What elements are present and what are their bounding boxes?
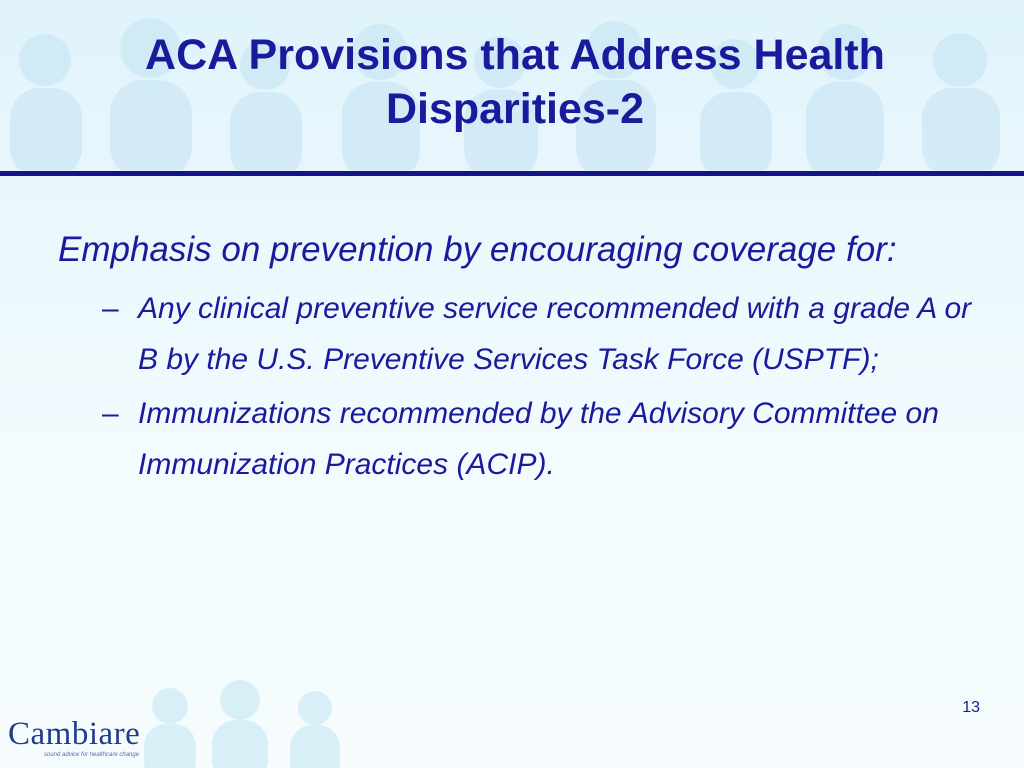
title-divider xyxy=(0,171,1024,176)
sub-bullet-text: Any clinical preventive service recommended with a grade A or B by the U.S. Preventive Services Task Force (USPTF); xyxy=(138,292,972,376)
cambiare-logo xyxy=(8,716,158,764)
slide-number: 13 xyxy=(962,699,980,716)
dash-marker: – xyxy=(102,292,119,325)
slide-title: ACA Provisions that Address Health Disparities-2 xyxy=(145,31,885,133)
logo-wordmark: Cambiare xyxy=(8,716,141,752)
slide-body xyxy=(58,222,978,493)
crowd-silhouette-footer xyxy=(130,680,390,768)
logo-tagline: sound advice for healthcare change xyxy=(44,752,140,758)
bullet-level-1: Emphasis on prevention by encouraging coverage for: xyxy=(58,230,897,269)
sub-bullet xyxy=(102,283,978,385)
dash-marker: – xyxy=(102,397,119,430)
sub-bullet-text: Immunizations recommended by the Advisory Committee on Immunization Practices (ACIP). xyxy=(138,397,939,481)
sub-bullet xyxy=(102,388,978,490)
